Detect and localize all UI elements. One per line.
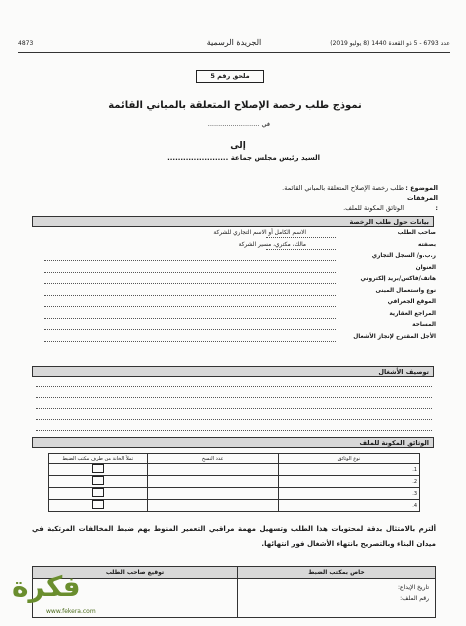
description-line [36,386,432,387]
form-title: نموذج طلب رخصة الإصلاح المتعلقة بالمباني القائمة [108,100,362,111]
checkbox[interactable] [92,488,104,497]
info-row: بصفته مالك، مكتري، مسير الشركة [238,241,436,248]
commitment-text: ألتزم بالامتثال بدقة لمحتويات هذا الطلب وتسهيل مهمة مراقبي التعمير المنوط بهم ضبط المخالفات المرتكبة في ميدان البناء وبالتصريح بانتهاء الأشغال فور انتهائها. [32,525,436,548]
info-row: ر.ب.و/ السجل التجاري [36,253,436,265]
documents-table [48,453,420,512]
watermark-logo [8,568,108,618]
info-row: هاتف/فاكس/بريد إلكتروني [36,276,436,288]
info-row: الموقع الجغرافي [36,299,436,311]
description-line [36,397,432,398]
info-row: نوع واستعمال المبنى [36,288,436,300]
page-header [18,38,450,53]
recipient: السيد رئيس مجلس جماعة ....................... [167,154,320,162]
section-info-header: بيانات حول طلب الرخصة [32,216,434,227]
subject-value: طلب رخصة الإصلاح المتعلقة بالمباني القائمة. [282,184,404,192]
page-number: 4873 [18,40,34,47]
subject-block [138,183,438,213]
journal-title: الجريدة الرسمية [206,38,262,47]
signature-header: توقيع صاحب الطلب [33,567,237,579]
table-row: 2. [49,476,420,488]
description-line [36,430,432,431]
watermark-url: www.fekera.com [46,608,96,615]
docs-col-type: نوع الوثائق [278,454,419,464]
attachments-label: المرفقات : [407,194,438,212]
attachments-value: الوثائق المكونة للملف. [343,204,404,212]
section-description-header: توصيف الأشغال [32,366,434,377]
checkbox[interactable] [92,464,104,473]
info-row: الأجل المقترح لإنجاز الأشغال [36,334,436,346]
info-rows [36,230,436,345]
table-row: 4. [49,500,420,512]
to-label: إلى [230,141,246,151]
deposit-date: تاريخ الإيداع: [397,584,429,591]
subject-label: الموضوع : [405,184,438,192]
file-number: رقم الملف: [400,595,429,602]
watermark-brand: فكرة [12,570,81,603]
place-date: في ......................... [207,120,270,128]
info-row: صاحب الطلب الاسم الكامل أو الاسم التجاري للشركة [213,230,436,236]
checkbox[interactable] [92,476,104,485]
table-row: 1. [49,464,420,476]
section-documents-header: الوثائق المكونة للملف [32,437,434,448]
description-line [36,419,432,420]
checkbox[interactable] [92,500,104,509]
issue-info: عدد 6793 - 5 ذو القعدة 1440 (8 يوليو 2019) [330,40,450,47]
docs-col-copies: عدد النسخ [147,454,278,464]
office-header: خاص بمكتب الضبط [238,567,435,579]
docs-col-office: تملأ الخانة من طرف مكتب الضبط [49,454,148,464]
info-row: المراجع العقارية [36,311,436,323]
info-row: العنوان [36,265,436,277]
info-row: المساحة [36,322,436,334]
annex-label: ملحق رقم 5 [196,70,264,83]
table-row: 3. [49,488,420,500]
description-line [36,408,432,409]
